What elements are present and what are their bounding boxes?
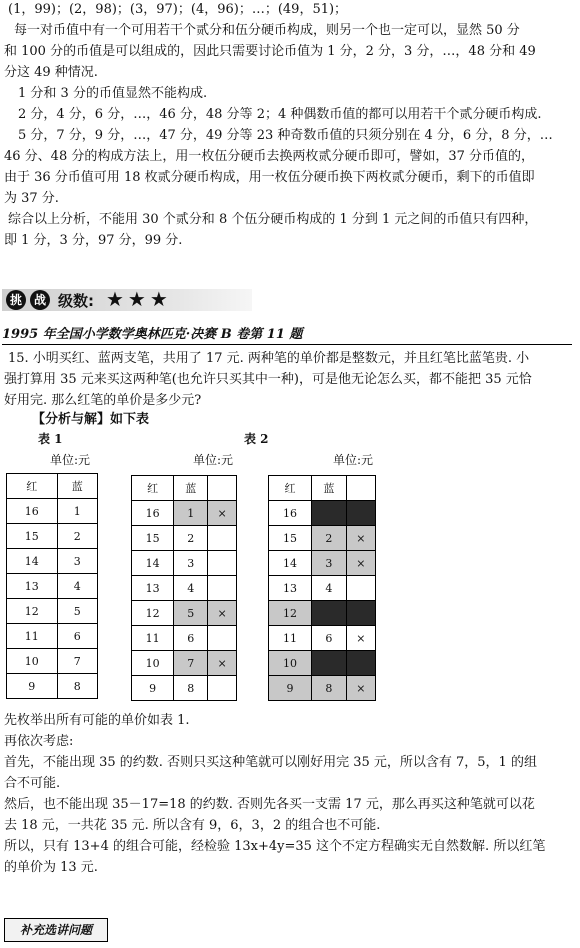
table-row: 10 7: [7, 649, 98, 674]
intro-line: 分这 49 种情况.: [4, 65, 98, 80]
intro-line: 即 1 分，3 分，97 分，99 分.: [4, 233, 183, 248]
problem-line: 好用完. 那么红笔的单价是多少元?: [4, 393, 202, 408]
table-row: 9 8: [132, 676, 237, 701]
solution-line: 的单价为 13 元.: [4, 860, 98, 875]
table-row: 13 4: [269, 576, 376, 601]
table-row: 13 4: [7, 574, 98, 599]
table1-label: 表 1: [38, 432, 63, 446]
intro-line: 综合以上分析，不能用 30 个贰分和 8 个伍分硬币构成的 1 分到 1 元之间的币值只有四种，: [8, 212, 538, 227]
table-row: 12 5: [7, 599, 98, 624]
table-row: 11 6: [132, 626, 237, 651]
table-row: 12 5 ×: [132, 601, 237, 626]
table-row: 10: [269, 651, 376, 676]
price-table-2b: 红 蓝 16 15 2 × 14 3 × 13 4 12 11 6 × 10 9 8 ×: [268, 475, 376, 701]
challenge-badge-1: 挑: [6, 290, 26, 310]
level-label: 级数:: [58, 292, 94, 310]
cross-mark: ×: [346, 551, 375, 576]
intro-line: (1，99)；(2，98)；(3，97)；(4，96)；…；(49，51)；: [8, 2, 348, 17]
header-blue: 蓝: [57, 474, 97, 499]
intro-line: 为 37 分.: [4, 191, 59, 206]
cross-mark: ×: [208, 601, 237, 626]
problem-line: 15. 小明买红、蓝两支笔，共用了 17 元. 两种笔的单价都是整数元，并且红笔比蓝笔贵. 小: [8, 351, 530, 366]
solution-line: 然后，也不能出现 35－17=18 的约数. 否则先各买一支需 17 元，那么再买这种笔就可以花: [4, 797, 535, 812]
solution-line: 去 18 元，一共花 35 元. 所以含有 9，6，3，2 的组合也不可能.: [4, 818, 381, 833]
intro-line: 由于 36 分币值可用 18 枚贰分硬币构成，用一枚伍分硬币换下两枚贰分硬币，剩下的币值即: [4, 170, 535, 185]
table-row: 10 7 ×: [132, 651, 237, 676]
solution-line: 所以，只有 13+4 的组合可能，经检验 13x+4y=35 这个不定方程确实无自然数解. 所以红笔: [4, 839, 546, 854]
table-row: 14 3: [7, 549, 98, 574]
problem-source: 1995 年全国小学数学奥林匹克·决赛 B 卷第 11 题: [2, 323, 572, 345]
table-row: 11 6: [7, 624, 98, 649]
unit-label: 单位:元: [193, 453, 234, 467]
intro-line: 5 分，7 分，9 分，…，47 分，49 分等 23 种奇数币值的只须分别在 4 分，6 分，8 分，…: [18, 128, 553, 143]
table-row: 9 8 ×: [269, 676, 376, 701]
intro-line: 1 分和 3 分的币值显然不能构成.: [18, 86, 208, 101]
intro-line: 和 100 分的币值是可以组成的，因此只需要讨论币值为 1 分，2 分，3 分，…，48 分和 49: [4, 44, 536, 59]
table-row: 11 6 ×: [269, 626, 376, 651]
table-row: 15 2 ×: [269, 526, 376, 551]
table-row: 14 3 ×: [269, 551, 376, 576]
table-row: 15 2: [132, 526, 237, 551]
table-row: 16 1 ×: [132, 501, 237, 526]
star-rating-icons: ★★★: [106, 287, 172, 311]
cross-mark: ×: [208, 651, 237, 676]
solution-line: 合不可能.: [4, 776, 61, 791]
price-table-2a: 红 蓝 16 1 × 15 2 14 3 13 4 12 5 × 11 6 10 7 × 9 8: [131, 475, 237, 701]
intro-line: 每一对币值中有一个可用若干个贰分和伍分硬币构成，则另一个也一定可以，显然 50 分: [14, 23, 520, 38]
table-row: 12: [269, 601, 376, 626]
table-row: 15 2: [7, 524, 98, 549]
unit-label: 单位:元: [333, 453, 374, 467]
table-row: 16: [269, 501, 376, 526]
cross-mark: ×: [346, 626, 375, 651]
supplementary-topic-badge: 补充选讲问题: [4, 918, 108, 942]
table-row: 9 8: [7, 674, 98, 699]
intro-line: 46 分、48 分的构成方法上，用一枚伍分硬币去换两枚贰分硬币即可，譬如，37 分币值的，: [4, 149, 535, 164]
cross-mark: ×: [346, 526, 375, 551]
solution-line: 再依次考虑:: [4, 734, 74, 749]
solution-line: 先枚举出所有可能的单价如表 1.: [4, 713, 190, 728]
table-row: 13 4: [132, 576, 237, 601]
cross-mark: ×: [346, 676, 375, 701]
price-table-1: [6, 473, 98, 699]
challenge-badge-2: 战: [30, 290, 50, 310]
table-row: 16 1: [7, 499, 98, 524]
cross-mark: ×: [208, 501, 237, 526]
unit-label: 单位:元: [50, 453, 91, 467]
header-red: 红: [7, 474, 58, 499]
solution-line: 首先，不能出现 35 的约数. 否则只买这种笔就可以刚好用完 35 元，所以含有 7，5，1 的组: [4, 755, 537, 770]
analysis-heading: 【分析与解】如下表: [32, 412, 150, 427]
table2-label: 表 2: [244, 432, 269, 446]
problem-line: 强打算用 35 元来买这两种笔(也允许只买其中一种)，可是他无论怎么买，都不能把 35 元恰: [4, 372, 532, 387]
intro-line: 2 分，4 分，6 分，…，46 分，48 分等 2；4 种偶数币值的都可以用若干个贰分硬币构成.: [18, 107, 542, 122]
table-row: 14 3: [132, 551, 237, 576]
